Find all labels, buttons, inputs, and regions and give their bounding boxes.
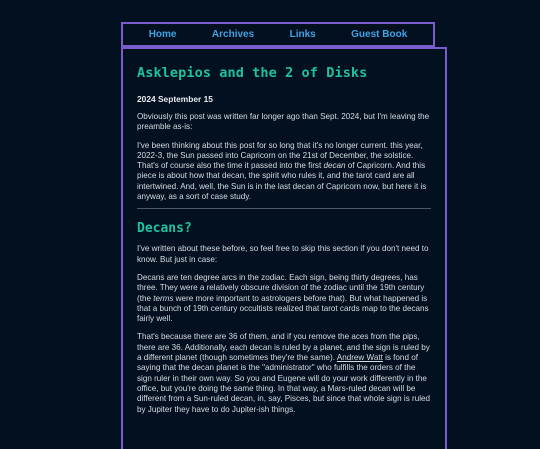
section-p2-emphasis: terms	[153, 293, 174, 303]
nav-guestbook-link[interactable]: Guest Book	[351, 29, 408, 40]
section-p3-text-1: That's because there are 36 of them, and if you remove the aces from the pips, there are 36. Additionally, each decan is ruled by a planet, and the sign is ruled by a different planet (though sometimes they're the same).	[137, 332, 430, 363]
section-p2-text-2: were more important to astrologers before that). But what happened is that a bunch of 19th century occultists realized that tarot cards map to the decans fairly well.	[137, 293, 429, 324]
post-content	[121, 47, 447, 449]
andrew-watt-link[interactable]: Andrew Watt	[336, 353, 383, 363]
section-paragraph-1: I've written about these before, so feel free to skip this section if you don't need to know. But just in case:	[137, 244, 429, 264]
nav-archives-link[interactable]: Archives	[211, 29, 255, 40]
intro-emphasis: decan	[323, 161, 346, 171]
post-date: 2024 September 15	[137, 94, 213, 104]
top-nav	[121, 22, 435, 47]
intro-text-1: I've been thinking about this post for so long that it's no longer current. this year, 2022-3, the Sun passed into Capricorn on the 21st of December, the solstice. That's of course also the time it passed into the first	[137, 140, 423, 171]
intro-text-2: of Capricorn. And this piece is about how that decan, the spirit who rules it, and the tarot card are all intertwined. And, well, the Sun is in the last decan of Capricorn now, but here it is anyway, as a sort of case study.	[137, 161, 427, 202]
nav-home-link[interactable]: Home	[148, 29, 177, 40]
preamble-paragraph: Obviously this post was written far longer ago than Sept. 2024, but I'm leaving the preamble as-is:	[137, 112, 430, 132]
post-title: Asklepios and the 2 of Disks	[137, 65, 368, 81]
section-p2-text-1: Decans are ten degree arcs in the zodiac. Each sign, being thirty degrees, has three. They were a relatively obscure division of the zodiac until the 19th century (the	[137, 272, 425, 303]
nav-links-link[interactable]: Links	[289, 29, 316, 40]
section-paragraph-3	[137, 332, 431, 414]
section-paragraph-2	[137, 273, 431, 324]
section-heading: Decans?	[137, 221, 192, 237]
section-p3-text-2: is fond of saying that the decan planet is the "administrator" who fulfills the orders of the sign ruler in their own way. So you and Eugene will do your work differently in the office, but you're doing the same thing. In that way, a Mars-ruled decan will be different from a Sun-ruled decan, in, say, Pisces, but since that whole sign is ruled by Jupiter they have to do Jupiter-ish things.	[137, 353, 431, 414]
section-divider	[137, 208, 431, 209]
intro-paragraph	[137, 141, 431, 203]
